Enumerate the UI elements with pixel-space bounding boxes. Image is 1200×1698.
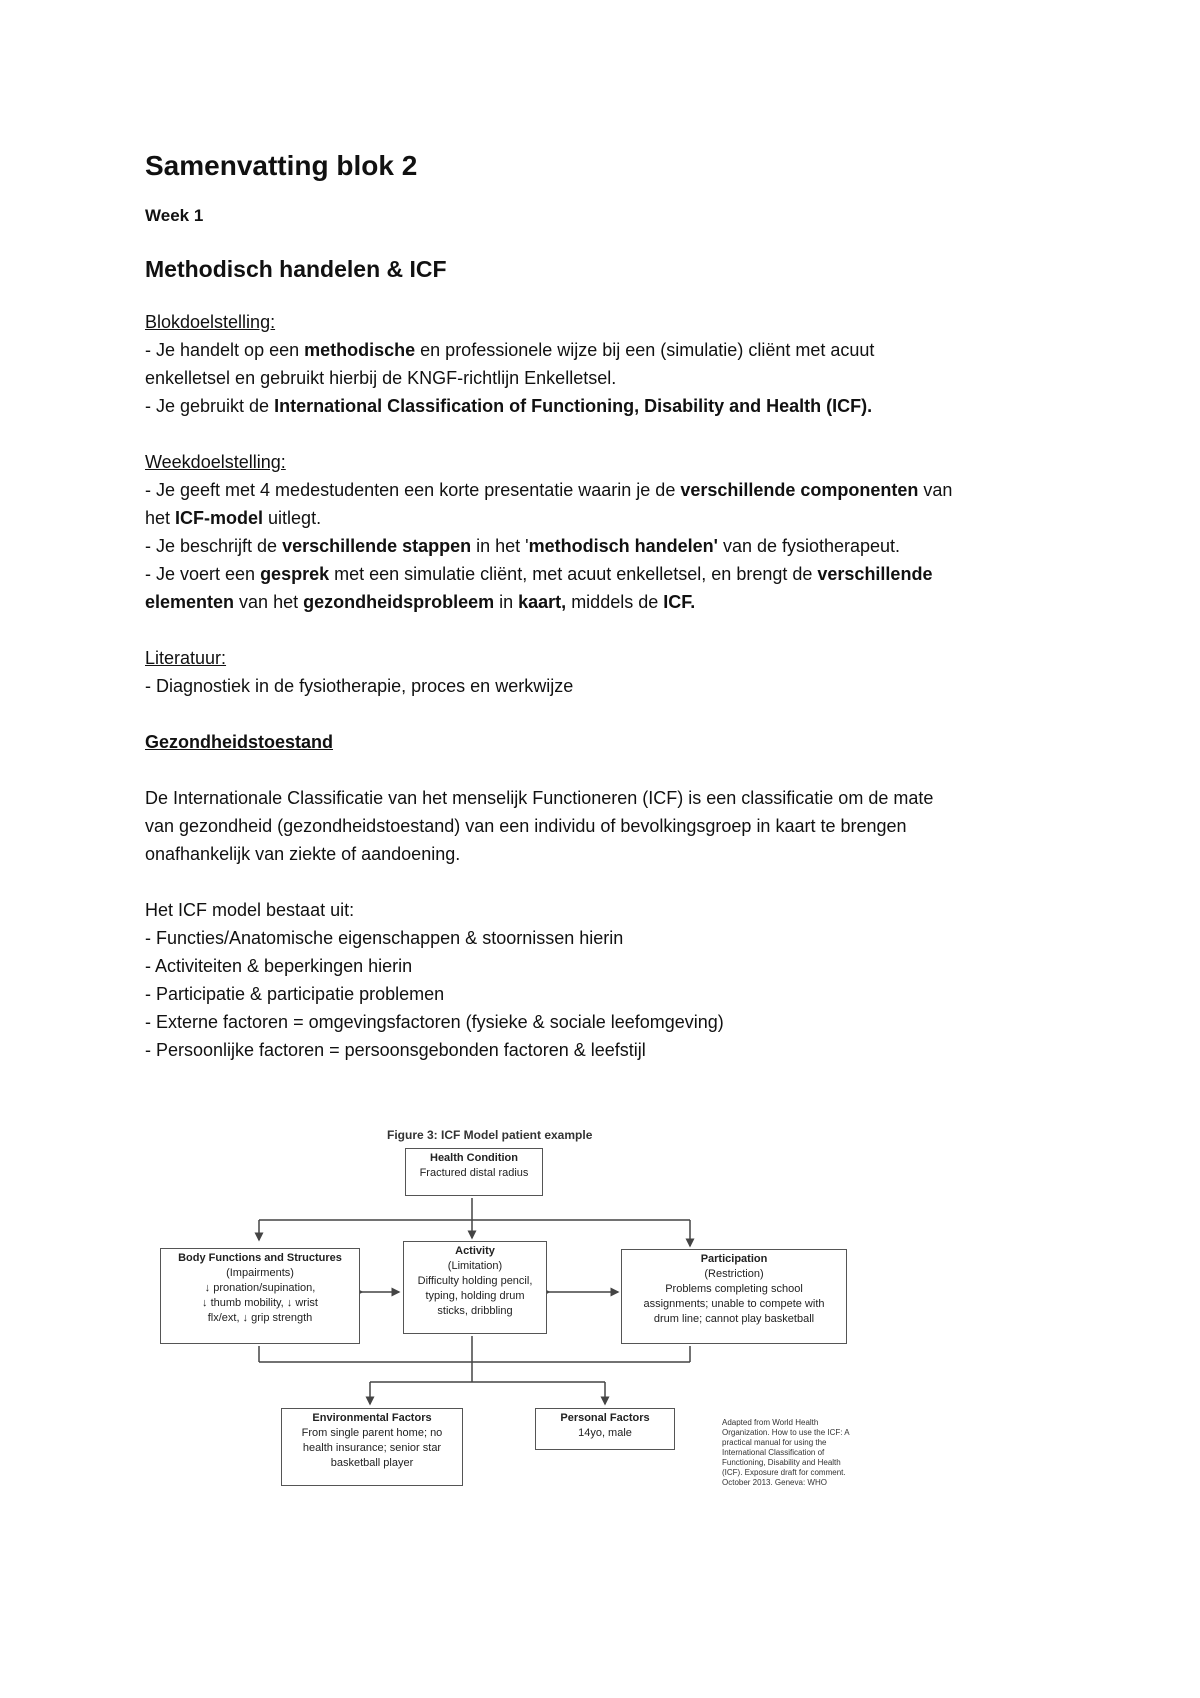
week-line-1: - Je geeft met 4 medestudenten een korte presentatie waarin je de verschillende componenten van — [145, 480, 953, 500]
environmental-l2: health insurance; senior star — [302, 1442, 442, 1454]
literature-item: - Diagnostiek in de fysiotherapie, proces en werkwijze — [145, 676, 574, 696]
list-item: - Activiteiten & beperkingen hierin — [145, 956, 413, 976]
participation-box — [621, 1249, 847, 1344]
list-item: - Persoonlijke factoren = persoonsgebonden factoren & leefstijl — [145, 1040, 646, 1060]
blok-heading: Blokdoelstelling: — [145, 312, 276, 332]
gezondheid-heading: Gezondheidstoestand — [145, 732, 334, 752]
health-condition-box — [405, 1148, 543, 1196]
gezondheid-heading-section — [145, 728, 1065, 756]
icf-intro: Het ICF model bestaat uit: — [145, 900, 355, 920]
list-item: - Participatie & participatie problemen — [145, 984, 445, 1004]
week-section — [145, 448, 1065, 616]
blok-line-2: enkelletsel en gebruikt hierbij de KNGF-richtlijn Enkelletsel. — [145, 368, 617, 388]
personal-l1: 14yo, male — [578, 1427, 632, 1439]
environmental-l3: basketball player — [330, 1457, 414, 1469]
blok-line-1: - Je handelt op een methodische en professionele wijze bij een (simulatie) cliënt met acuut — [145, 340, 875, 360]
health-detail: Fractured distal radius — [419, 1167, 529, 1179]
participation-l2: Problems completing school — [665, 1283, 803, 1295]
health-title: Health Condition — [430, 1152, 518, 1164]
body-functions-box — [160, 1248, 360, 1344]
environmental-factors-box — [281, 1408, 463, 1486]
blok-line-3: - Je gebruikt de International Classification of Functioning, Disability and Health (ICF). — [145, 396, 873, 416]
environmental-title: Environmental Factors — [312, 1412, 432, 1424]
paragraph-line-3: onafhankelijk van ziekte of aandoening. — [145, 844, 461, 864]
participation-l4: drum line; cannot play basketball — [653, 1313, 815, 1325]
icf-model-figure — [155, 1128, 855, 1528]
figure-credit: Adapted from World Health Organization. How to use the ICF: A practical manual for using the International Classification of Functioning, Disability and Health (ICF). Exposure draft for comment. October 2013. Geneva: WHO — [722, 1418, 850, 1487]
personal-title: Personal Factors — [560, 1412, 650, 1424]
literature-section — [145, 644, 1065, 700]
figure-title: Figure 3: ICF Model patient example — [387, 1128, 593, 1142]
document-body — [145, 148, 1065, 1092]
icf-list-section — [145, 896, 1065, 1064]
activity-l1: (Limitation) — [447, 1260, 503, 1272]
paragraph-line-2: van gezondheid (gezondheidstoestand) van een individu of bevolkingsgroep in kaart te brengen — [145, 816, 907, 836]
document-title: Samenvatting blok 2 — [145, 150, 418, 181]
week-line-4: - Je voert een gesprek met een simulatie cliënt, met acuut enkelletsel, en brengt de verschillende — [145, 564, 933, 584]
section-title: Methodisch handelen & ICF — [145, 256, 447, 282]
week-heading: Weekdoelstelling: — [145, 452, 286, 472]
body-l3: ↓ thumb mobility, ↓ wrist — [202, 1297, 318, 1309]
literature-heading: Literatuur: — [145, 648, 227, 668]
activity-box — [403, 1241, 547, 1334]
activity-title: Activity — [455, 1245, 495, 1257]
activity-l4: sticks, dribbling — [437, 1305, 513, 1317]
gezondheid-paragraph — [145, 784, 1065, 868]
activity-l3: typing, holding drum — [425, 1290, 525, 1302]
week-line-5: elementen van het gezondheidsprobleem in kaart, middels de ICF. — [145, 592, 696, 612]
list-item: - Functies/Anatomische eigenschappen & stoornissen hierin — [145, 928, 624, 948]
body-l1: (Impairments) — [226, 1267, 294, 1279]
week-line-2: het ICF-model uitlegt. — [145, 508, 322, 528]
personal-factors-box — [535, 1408, 675, 1450]
activity-l2: Difficulty holding pencil, — [417, 1275, 533, 1287]
list-item: - Externe factoren = omgevingsfactoren (fysieke & sociale leefomgeving) — [145, 1012, 724, 1032]
week-line-3: - Je beschrijft de verschillende stappen in het 'methodisch handelen' van de fysiotherapeut. — [145, 536, 901, 556]
body-title: Body Functions and Structures — [178, 1252, 342, 1264]
participation-l1: (Restriction) — [704, 1268, 764, 1280]
week-label: Week 1 — [145, 206, 204, 225]
body-l2: ↓ pronation/supination, — [204, 1282, 316, 1294]
participation-title: Participation — [700, 1253, 768, 1265]
environmental-l1: From single parent home; no — [301, 1427, 443, 1439]
participation-l3: assignments; unable to compete with — [643, 1298, 825, 1310]
blok-section — [145, 308, 1065, 420]
body-l4: flx/ext, ↓ grip strength — [207, 1312, 313, 1324]
paragraph-line-1: De Internationale Classificatie van het menselijk Functioneren (ICF) is een classificatie om de mate — [145, 788, 934, 808]
